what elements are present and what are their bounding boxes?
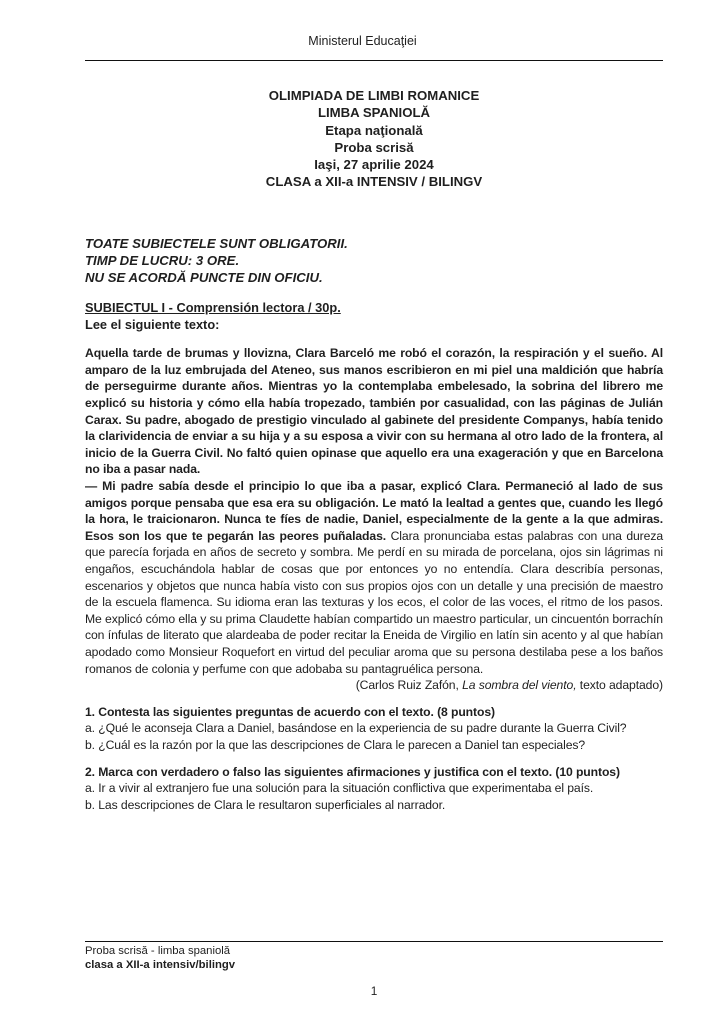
instruction-time: TIMP DE LUCRU: 3 ORE.	[85, 253, 240, 269]
question-2	[85, 764, 663, 814]
footer-class-label: clasa a XII-a intensiv/bilingv	[85, 958, 236, 971]
ministry-header: Ministerul Educaţiei	[308, 34, 417, 48]
question-2-item-a: a. Ir a vivir al extranjero fue una solución para la situación conflictiva que experimentaba el país.	[85, 781, 594, 796]
subject1-heading-text: SUBIECTUL I - Comprensión lectora / 30p.	[85, 299, 341, 315]
question-1-item-a: a. ¿Qué le aconseja Clara a Daniel, basándose en la experiencia de su padre durante la Guerra Civil?	[85, 721, 627, 736]
source-note: texto adaptado)	[576, 678, 663, 693]
question-1	[85, 704, 663, 754]
title-line-language: LIMBA SPANIOLĂ	[317, 105, 431, 121]
title-line-location-date: Iaşi, 27 aprilie 2024	[314, 157, 434, 173]
instruction-mandatory: TOATE SUBIECTELE SUNT OBLIGATORII.	[85, 235, 348, 251]
reading-text	[85, 345, 663, 693]
title-line-class: CLASA a XII-a INTENSIV / BILINGV	[265, 174, 483, 190]
footer-exam-label: Proba scrisă - limba spaniolă	[85, 945, 231, 957]
title-block	[85, 87, 663, 191]
reading-paragraph-2-dialogue: — Mi padre sabía desde el principio lo que iba a pasar, explicó Clara. Permaneció al lado de sus amigos porque pensaba que esa era su obligación. Le mató la lealtad a gentes que, cuando les llegó la hora, le traicionaron. Nunca te fíes de nadie, Daniel, especialmente de la gente a la que admiras. Esos son los que te pegarán las peores puñaladas.	[85, 479, 663, 543]
reading-paragraph-2-narration: Clara pronunciaba estas palabras con una dureza que parecía forjada en años de secreto y sombra. Me perdí en su mirada de porcelana, ojos sin lágrimas ni engaños, escuchándola hablar de cosas que por entonces yo no entendía. Clara describía personas, escenarios y objetos que nunca había visto con sus propios ojos con un detalle y una precisión de maestro de la escuela flamenca. Su idioma eran las texturas y los ecos, el color de las voces, el ritmo de los pasos. Me explicó cómo ella y su prima Claudette habían compartido un maestro particular, un cincuentón borrachín con ínfulas de literato que alardeaba de poder recitar la Eneida de Virgilio en latín sin acento y al que habían apodado como Monsieur Roquefort en virtud del peculiar aroma que su persona destilaba pese a los baños romanos de colonia y perfume con que adobaba su pantagruélica persona.	[85, 528, 663, 676]
title-line-exam-type: Proba scrisă	[334, 139, 414, 155]
question-1-heading: 1. Contesta las siguientes preguntas de acuerdo con el texto. (8 puntos)	[85, 704, 495, 719]
page-number: 1	[370, 984, 378, 998]
title-line-stage: Etapa naţională	[325, 122, 423, 138]
question-1-item-b: b. ¿Cuál es la razón por la que las descripciones de Clara le parecen a Daniel tan especiales?	[85, 737, 586, 752]
question-2-item-b: b. Las descripciones de Clara le resultaron superficiales al narrador.	[85, 797, 446, 812]
reading-paragraph-1: Aquella tarde de brumas y llovizna, Clara Barceló me robó el corazón, la respiración y el sueño. Al amparo de la luz embrujada del Ateneo, sus manos escribieron en mi piel una maldición que habría de perseguirme durante años. Mientras yo la contemplaba embelesado, la sobrina del librero me explicó su historia y cómo ella había tropezado, también por casualidad, con las páginas de Julián Carax. Su padre, abogado de prestigio vinculado al gabinete del presidente Companys, había tenido la clarividencia de enviar a su hija y a su esposa a vivir con su hermana al otro lado de la frontera, al inicio de la Guerra Civil. No faltó quien opinase que aquello era una exageración y que en Barcelona no iba a pasar nada.	[85, 346, 663, 477]
exam-instructions	[85, 235, 663, 287]
document-content	[85, 60, 663, 813]
subject1-heading	[85, 299, 663, 316]
header-rule	[85, 60, 663, 61]
page-footer	[85, 941, 663, 999]
source-book-title: La sombra del viento,	[462, 678, 577, 693]
reading-lead: Lee el siguiente texto:	[85, 316, 220, 332]
title-line-olympiad: OLIMPIADA DE LIMBI ROMANICE	[268, 88, 480, 103]
footer-rule	[85, 941, 663, 942]
question-2-heading: 2. Marca con verdadero o falso las siguientes afirmaciones y justifica con el texto. (10 puntos)	[85, 764, 620, 779]
source-author: (Carlos Ruiz Zafón,	[355, 678, 463, 693]
reading-paragraph-2	[85, 478, 663, 677]
source-citation	[85, 677, 663, 694]
instruction-points: NU SE ACORDĂ PUNCTE DIN OFICIU.	[85, 270, 323, 286]
